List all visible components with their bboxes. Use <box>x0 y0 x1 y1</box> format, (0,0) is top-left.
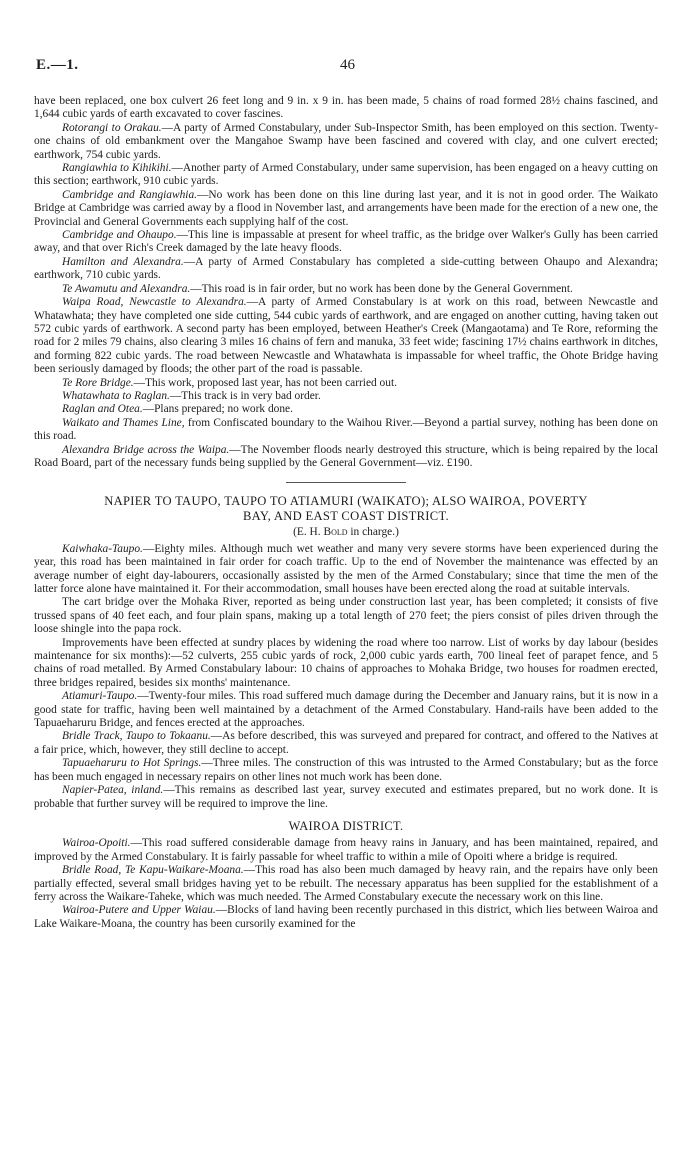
paragraph-heading: Hamilton and Alexandra. <box>62 255 184 268</box>
paragraph: Waikato and Thames Line, from Confiscated boundary to the Waihou River.—Beyond a partial survey, nothing has been done on this road. <box>34 416 658 443</box>
paragraph: Napier-Patea, inland.—This remains as described last year, survey executed and estimates prepared, but no work done. It is probable that further survey will be required to improve the line. <box>34 784 658 810</box>
paragraph: Waipa Road, Newcastle to Alexandra.—A party of Armed Constabulary is at work on this road, between Newcastle and Whatawhata; they have completed one side cutting, 544 cubic yards of earthwork, and are engaged on another cutting, having taken out 572 cubic yards of earthwork. A second party has been employed, between Heather's Creek (Mangaotama) and Te Rore, reforming the road for 2 miles 79 chains, also clearing 3 miles 16 chains of fern and manuka, 33 feet wide; fascining 17½ chains earthwork in ditches, and forming 822 cubic yards. The road between Newcastle and Whatawhata is impassable for wheel traffic, the Ohote Bridge having been seriously damaged by floods; the other part of the road is passable. <box>34 296 658 376</box>
district-title: WAIROA DISTRICT. <box>288 818 404 833</box>
paragraph-heading: Rotorangi to Orakau. <box>62 121 162 134</box>
paragraph: Te Rore Bridge.—This work, proposed last year, has not been carried out. <box>62 376 397 389</box>
paragraph: Te Awamutu and Alexandra.—This road is in fair order, but no work has been done by the General Government. <box>62 282 573 295</box>
paragraph-heading: Waikato and Thames Line, <box>62 416 185 429</box>
paragraph: have been replaced, one box culvert 26 feet long and 9 in. x 9 in. has been made, 5 chains of road formed 28½ chains fascined, and 1,644 cubic yards of earth excavated to cover fascines. <box>34 95 658 121</box>
paragraph: Alexandra Bridge across the Waipa.—The November floods nearly destroyed this structure, which is being repaired by the local Road Board, part of the necessary funds being supplied by the General Government—viz. £190. <box>34 443 658 469</box>
paragraph-heading: Cambridge and Rangiawhia. <box>62 188 198 201</box>
paragraph-heading: Waipa Road, Newcastle to Alexandra. <box>62 296 247 309</box>
paragraph-heading: Napier-Patea, inland. <box>62 784 164 797</box>
paragraph-heading: Cambridge and Ohaupo. <box>62 229 177 242</box>
paragraph: Bridle Track, Taupo to Tokaanu.—As before described, this was surveyed and prepared for contract, and offered to the Natives at a fair price, which, however, they still decline to accept. <box>34 730 658 756</box>
paragraph-heading: Rangiawhia to Kihikihi. <box>62 162 172 175</box>
paragraph: The cart bridge over the Mohaka River, reported as being under construction last year, has been completed; it consists of five trussed spans of 40 feet each, and four plain spans, making up a total length of 270 feet; the piers consist of piles driven through the loose shingle into the papa rock. <box>34 596 658 636</box>
section-divider <box>286 482 406 483</box>
page-header <box>36 59 658 79</box>
paragraph-heading: Wairoa-Opoiti. <box>62 837 131 850</box>
paragraph: Tapuaeharuru to Hot Springs.—Three miles. The construction of this was intrusted to the Armed Constabulary; but as the force has been much engaged in necessary repairs on other lines not much work has been done. <box>34 757 658 783</box>
paragraph-heading: Te Awamutu and Alexandra. <box>62 282 191 295</box>
paragraph-heading: Te Rore Bridge. <box>62 376 134 389</box>
paragraph-heading: Tapuaeharuru to Hot Springs. <box>62 757 202 770</box>
page-number: 46 <box>340 57 355 73</box>
paragraph: Raglan and Otea.—Plans prepared; no work done. <box>62 403 293 416</box>
paragraph-heading: Bridle Road, Te Kapu-Waikare-Moana. <box>62 864 244 877</box>
paragraph: Hamilton and Alexandra.—A party of Armed Constabulary has completed a side-cutting between Ohaupo and Alexandra; earthwork, 710 cubic yards. <box>34 255 659 282</box>
paragraph-heading: Wairoa-Putere and Upper Waiau. <box>62 904 216 917</box>
paragraph-heading: Atiamuri-Taupo. <box>62 690 138 703</box>
document-reference: E.—1. <box>36 57 79 73</box>
paragraph: Improvements have been effected at sundry places by widening the road where too narrow. List of works by day labour (besides maintenance for six months):—52 culverts, 255 cubic yards of rock, 2,000 cubic yards earth, 700 lineal feet of parapet fence, and 5 chains of road metalled. By Armed Constabulary labour: 10 chains of approaches to Mohaka Bridge, two houses for roadmen erected, three bridges repaired, besides six months' maintenance. <box>34 636 658 689</box>
paragraph: Cambridge and Ohaupo.—This line is impassable at present for wheel traffic, as the bridge over Walker's Gully has been carried away, and that over Rich's Creek damaged by the late heavy floods. <box>34 229 658 255</box>
paragraph: Cambridge and Rangiawhia.—No work has been done on this line during last year, and it is not in good order. The Waikato Bridge at Cambridge was carried away by a flood in November last, and arrangements have been made for the erection of a new one, the Provincial and General Governments each supplying half of the cost. <box>34 188 658 228</box>
paragraph-heading: Whatawhata to Raglan. <box>62 389 170 402</box>
paragraph: Atiamuri-Taupo.—Twenty-four miles. This road suffered much damage during the December and January rains, but it is now in a good state for traffic, having been well maintained by a detachment of the Armed Constabulary. Hand-rails have been added to the Tapuaeharuru Bridge, and fences erected at the approaches. <box>34 690 658 730</box>
paragraph: Wairoa-Putere and Upper Waiau.—Blocks of land having been recently purchased in this district, which lies between Wairoa and Lake Waikare-Moana, the country has been cursorily examined for the <box>34 904 658 930</box>
page-body <box>34 95 658 931</box>
paragraph-heading: Raglan and Otea. <box>62 403 143 416</box>
paragraph-heading: Bridle Track, Taupo to Tokaanu. <box>62 730 211 743</box>
paragraph-heading: Kaiwhaka-Taupo. <box>62 542 143 555</box>
paragraph: Rangiawhia to Kihikihi.—Another party of Armed Constabulary, under same supervision, has been engaged on a heavy cutting on this section; earthwork, 910 cubic yards. <box>34 162 658 188</box>
paragraph: Whatawhata to Raglan.—This track is in very bad order. <box>62 389 321 402</box>
paragraph: Kaiwhaka-Taupo.—Eighty miles. Although much wet weather and many very severe storms have been experienced during the year, this road has been maintained in fair order for coach traffic. Up to the end of November the maintenance was effected by an average number of eight day-labourers, occasionally assisted by the men of the Armed Constabulary; since that time the men of the latter force alone have maintained it. For their accommodation, small houses have been erected along the road at suitable intervals. <box>34 542 658 595</box>
paragraph-heading: Alexandra Bridge across the Waipa. <box>62 443 230 456</box>
officer-name: Bold <box>323 526 348 539</box>
paragraph: Bridle Road, Te Kapu-Waikare-Moana.—This road has also been much damaged by heavy rain, and the repairs have only been partially effected, several small bridges having yet to be rebuilt. The necessary apparatus has been supplied for the establishment of a ferry across the Waikare-Taheke, which was much needed. The Armed Constabulary execute the necessary work on this line. <box>34 864 658 903</box>
paragraph: Wairoa-Opoiti.—This road suffered considerable damage from heavy rains in January, and has been maintained, repaired, and improved by the Armed Constabulary. It is fairly passable for wheel traffic to within a mile of Opoiti where a bridge is required. <box>34 837 658 863</box>
paragraph: Rotorangi to Orakau.—A party of Armed Constabulary, under Sub-Inspector Smith, has been employed on this section. Twenty-one chains of old embankment over the Mangahoe Swamp have been fascined and covered with clay, and one culvert erected; earthwork, 754 cubic yards. <box>34 121 658 161</box>
section-title: NAPIER TO TAUPO, TAUPO TO ATIAMURI (WAIKATO); ALSO WAIROA, POVERTY BAY, AND EAST COAST DISTRICT. <box>104 494 588 523</box>
section-subtitle: (E. H. Bold in charge.) <box>293 526 399 539</box>
